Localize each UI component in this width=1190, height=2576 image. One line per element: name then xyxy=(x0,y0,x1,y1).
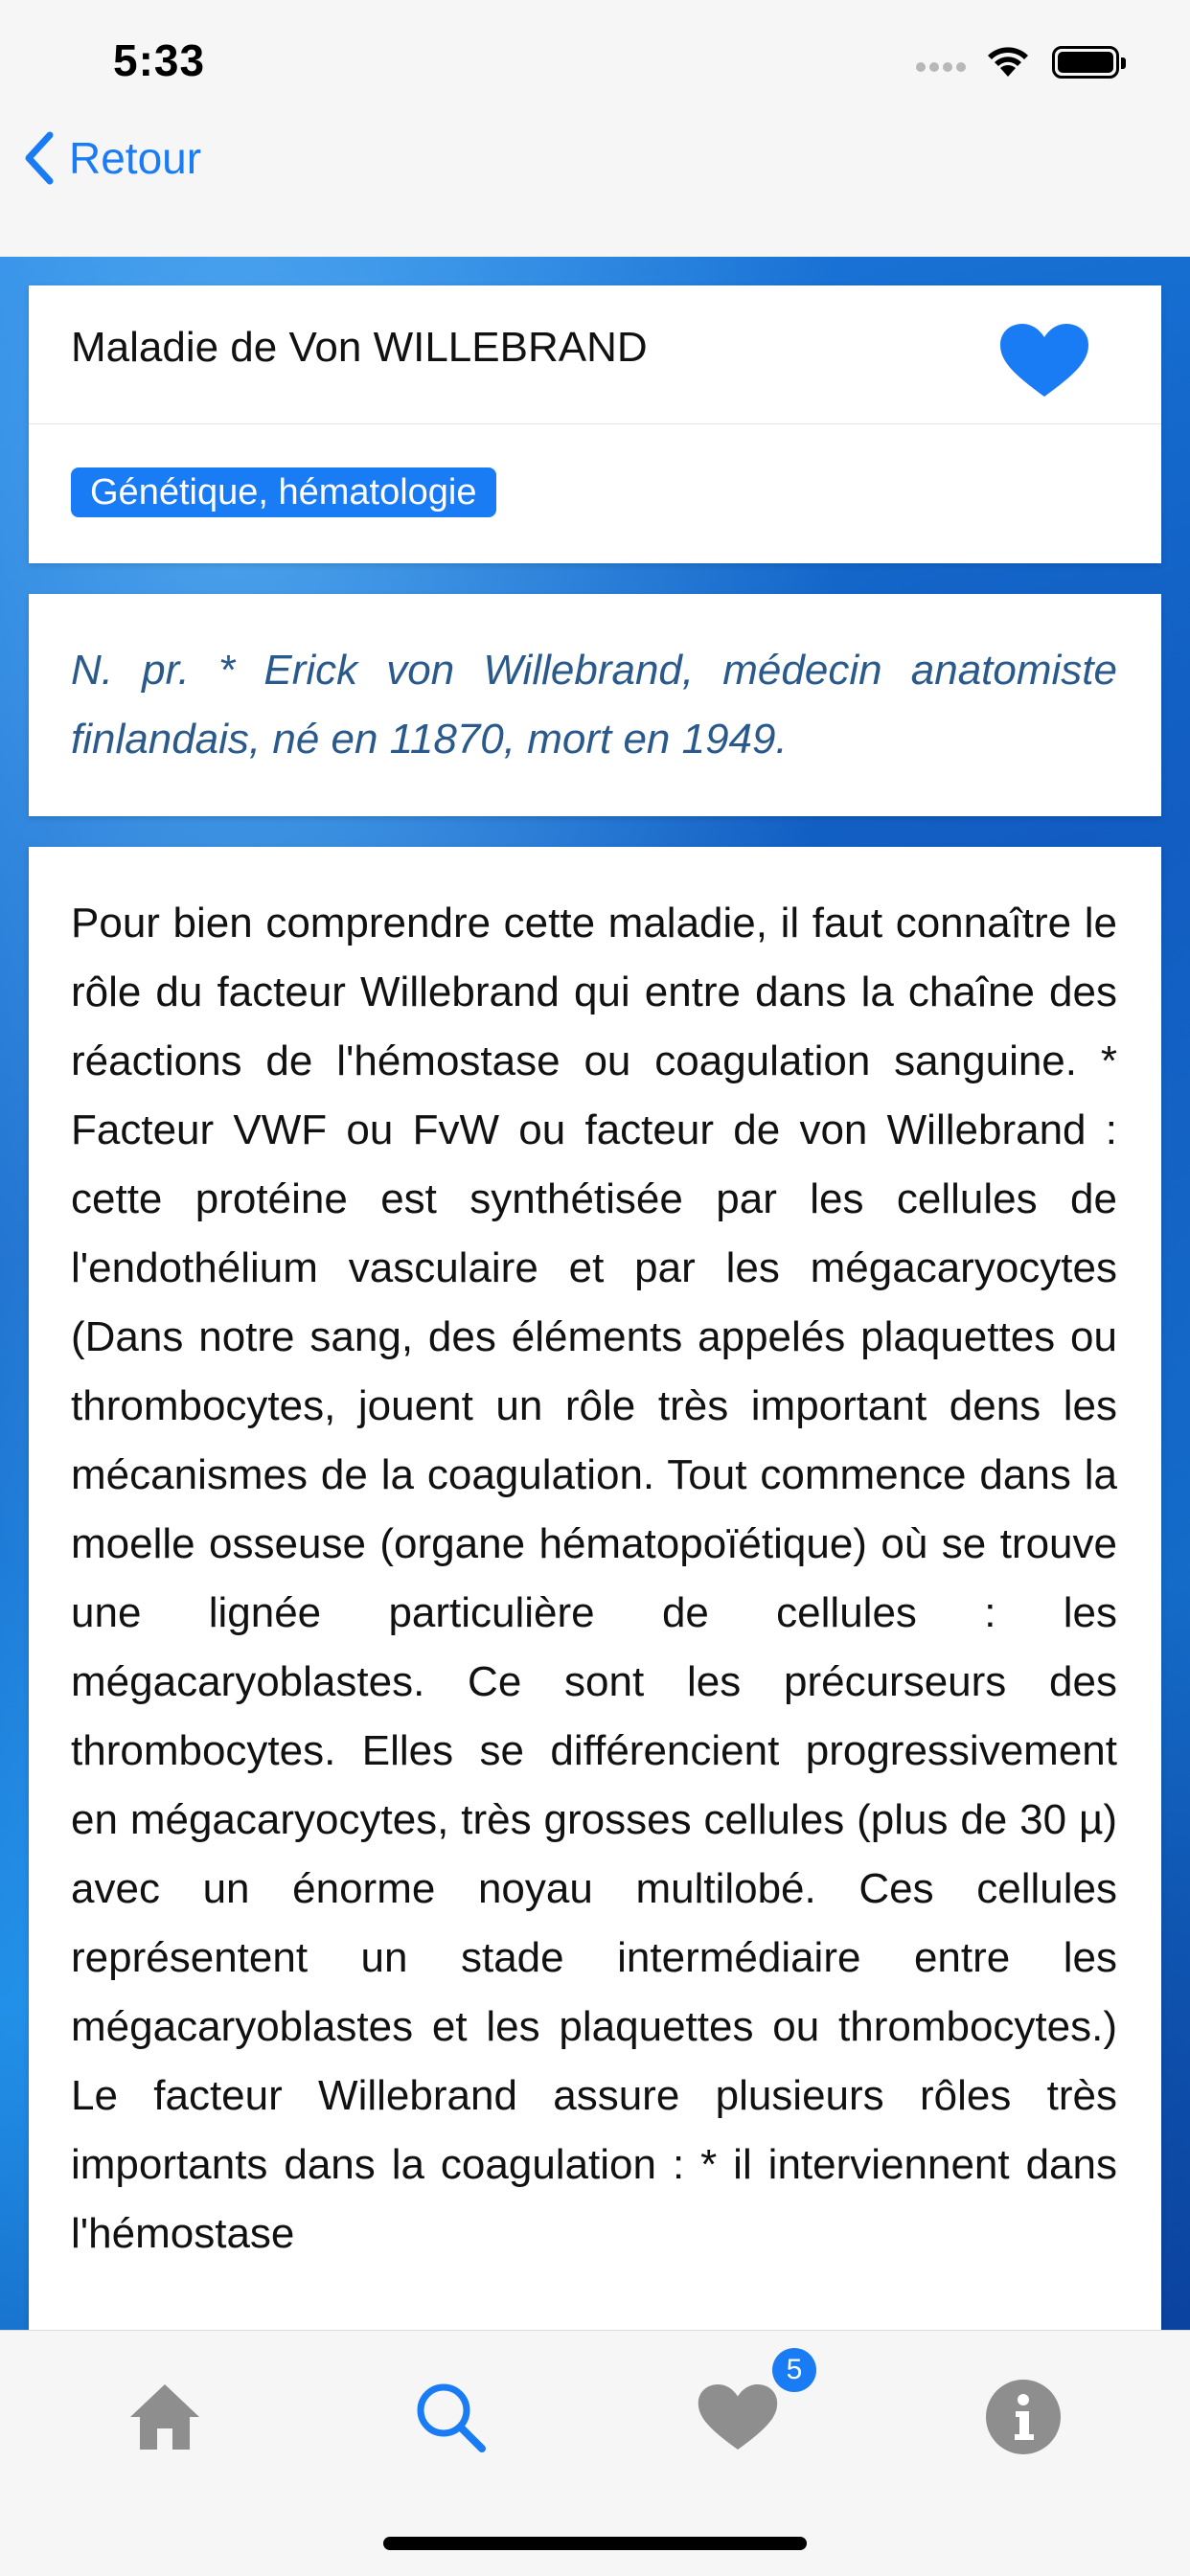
cellular-signal-icon xyxy=(916,59,970,77)
navigation-bar xyxy=(0,125,1190,257)
chevron-left-icon xyxy=(21,129,57,187)
tab-home[interactable] xyxy=(107,2369,222,2465)
content-area[interactable] xyxy=(0,257,1190,2330)
title-row xyxy=(29,285,1161,424)
status-bar xyxy=(0,0,1190,125)
definition-text: Pour bien comprendre cette maladie, il faut connaître le rôle du facteur Willebrand qui entre dans la chaîne des réactions de l'hémostase ou coagulation sanguine. * Facteur VWF ou FvW ou facteur de von Willebrand : cette protéine est synthétisée par les cellules de l'endothélium vasculaire et par les mégacaryocytes (Dans notre sang, des éléments appelés plaquettes ou thrombocytes, jouent un rôle très important dens les mécanismes de la coagulation. Tout commence dans la moelle osseuse (organe hématopoïétique) où se trouve une lignée particulière de cellules : les mégacaryoblastes. Ce sont les précurseurs des thrombocytes. Elles se différencient progressivement en mégacaryocytes, très grosses cellules (plus de 30 µ) avec un énorme noyau multilobé. Ces cellules représentent un stade intermédiaire entre les mégacaryoblastes et les plaquettes ou thrombocytes.) Le facteur Willebrand assure plusieurs rôles très importants dans la coagulation : * il interviennent dans l'hémostase xyxy=(71,900,1117,2257)
favorite-heart-icon[interactable] xyxy=(998,322,1090,399)
etymology-card xyxy=(29,594,1161,816)
home-indicator xyxy=(383,2537,807,2550)
tab-info[interactable] xyxy=(966,2369,1081,2465)
back-label: Retour xyxy=(69,133,202,183)
heart-icon xyxy=(697,2382,779,2451)
definition-card xyxy=(29,847,1161,2330)
tab-search[interactable] xyxy=(393,2369,508,2465)
category-tag[interactable]: Génétique, hématologie xyxy=(71,467,496,517)
battery-icon xyxy=(1052,46,1119,79)
favorites-count-badge: 5 xyxy=(772,2348,816,2392)
entry-title: Maladie de Von WILLEBRAND xyxy=(71,324,648,371)
status-time: 5:33 xyxy=(113,35,206,85)
search-icon xyxy=(413,2380,488,2454)
home-icon xyxy=(128,2382,201,2451)
info-icon xyxy=(985,2379,1062,2455)
entry-header-card xyxy=(29,285,1161,563)
wifi-icon xyxy=(984,42,1032,79)
back-button[interactable] xyxy=(21,125,201,192)
etymology-text: N. pr. * Erick von Willebrand, médecin anatomiste finlandais, né en 11870, mort en 1949. xyxy=(71,647,1117,763)
